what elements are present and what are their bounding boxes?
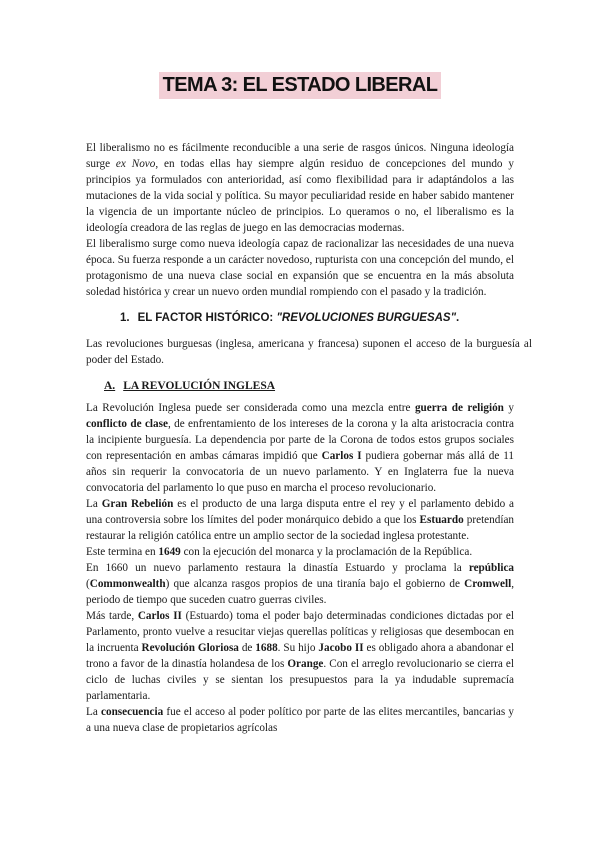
text-run: ( <box>86 578 90 590</box>
text-run: de <box>238 642 256 654</box>
section-a-paragraph-6 <box>86 704 514 736</box>
section-a-letter: A. <box>104 380 116 392</box>
bold-term: Commonwealth <box>89 578 166 590</box>
text-run: (Estuardo) toma el poder bajo determinadas condiciones dictadas por el Parlamento, pronto vuelve a resucitar viejas querellas políticas y religiosas que desembocan en la incruenta <box>86 610 514 654</box>
section-1-text: Las revoluciones burguesas (inglesa, americana y francesa) suponen el acceso de la burguesía al poder del Estado. <box>86 338 532 366</box>
section-1-label: EL FACTOR HISTÓRICO: <box>137 312 277 324</box>
italic-term: ex Novo <box>115 158 156 170</box>
section-1-label-end: . <box>456 312 460 324</box>
text-run: es el producto de una larga disputa entre el rey y el parlamento debido a una controversia sobre los límites del poder monárquico debido a que los <box>86 498 515 526</box>
bold-term: Gran Rebelión <box>101 498 174 510</box>
text-run: . Su hijo <box>277 642 319 654</box>
text-run: La <box>86 498 102 510</box>
section-a-paragraphs <box>86 400 514 736</box>
section-a-paragraph-5 <box>86 608 514 704</box>
section-a-paragraph-4 <box>86 560 514 608</box>
title-wrap <box>0 72 600 99</box>
text-run: Este termina en <box>86 546 159 558</box>
bold-term: guerra de religión <box>414 402 504 414</box>
bold-term: Carlos I <box>321 450 362 462</box>
section-a-paragraph-3 <box>86 544 514 560</box>
bold-term: consecuencia <box>101 706 164 718</box>
text-run: fue el acceso al poder político por parte de las elites mercantiles, bancarias y a una nueva clase de propietarios agrícolas <box>86 706 514 734</box>
text-run: pretendían restaurar la religión católica entre un amplio sector de la sociedad inglesa protestante. <box>86 514 514 542</box>
section-a-heading <box>104 378 514 394</box>
text-run: pudiera gobernar más allá de 11 años sin requerir la convocatoria de un nuevo parlamento. Y en Inglaterra fue la nueva convocatoria del parlamento lo que puso en marcha el proceso revolucionario. <box>86 450 514 494</box>
bold-term: conflicto de clase <box>86 418 168 430</box>
text-run: Más tarde, <box>86 610 138 622</box>
bold-term: Jacobo II <box>318 642 364 654</box>
section-a-paragraph-2 <box>86 496 514 544</box>
text-run: , periodo de tiempo que suceden cuatro guerras civiles. <box>86 578 514 606</box>
text-run: . Con el arreglo revolucionario se cierra el ciclo de luchas civiles y se sientan los presupuestos para la ya indudable supremacía parlamentaria. <box>86 658 514 702</box>
text-run: La <box>86 706 102 718</box>
bold-term: Orange <box>287 658 324 670</box>
text-run: y <box>503 402 515 414</box>
text-run: , en todas ellas hay siempre algún residuo de concepciones del mundo y principios ya formulados con anterioridad, así como flexibilidad para ir adaptándolos a las mutaciones de la vida social y política. Su mayor peculiaridad reside en haber sabido mantener la vigencia de un importante núcleo de principios. Lo queramos o no, el liberalismo es la ideología creadora de las reglas de juego en las democracias modernas. <box>86 158 514 234</box>
text-run: La Revolución Inglesa puede ser considerada como una mezcla entre <box>86 402 415 414</box>
text-run: es obligado ahora a abandonar el trono a favor de la dinastía holandesa de los <box>86 642 514 670</box>
bold-term: república <box>468 562 514 574</box>
bold-term: 1649 <box>158 546 181 558</box>
bold-term: Revolución Gloriosa <box>141 642 239 654</box>
text-run: con la ejecución del monarca y la proclamación de la República. <box>180 546 473 558</box>
document-body <box>86 122 532 736</box>
text-run: , de enfrentamiento de los intereses de la corona y la alta aristocracia contra la incipiente burguesía. La dependencia por parte de la Corona de todos estos grupos sociales con representación en ambas cámaras impidió que <box>86 418 515 462</box>
section-a-paragraph-1 <box>86 400 514 496</box>
bold-term: Estuardo <box>419 514 464 526</box>
section-1-number: 1. <box>120 312 130 324</box>
bold-term: Cromwell <box>464 578 512 590</box>
bold-term: Carlos II <box>137 610 182 622</box>
text-run: En 1660 un nuevo parlamento restaura la dinastía Estuardo y proclama la <box>86 562 469 574</box>
bold-term: 1688 <box>255 642 278 654</box>
intro-paragraph-2: El liberalismo surge como nueva ideología capaz de racionalizar las necesidades de una nueva época. Su fuerza responde a un carácter novedoso, rupturista con una concepción del mundo, el protagonismo de una nueva clase social en expansión que se encuentra en la más absoluta soledad histórica y crear un nuevo orden mundial rompiendo con el pasado y la tradición. <box>86 238 514 298</box>
section-1-heading <box>120 310 514 326</box>
section-a-label: LA REVOLUCIÓN INGLESA <box>123 380 276 392</box>
intro-paragraph-1 <box>86 140 514 236</box>
section-1-label-em: "REVOLUCIONES BURGUESAS" <box>276 312 457 324</box>
page-title: TEMA 3: EL ESTADO LIBERAL <box>159 72 442 99</box>
text-run: El liberalismo no es fácilmente reconducible a una serie de rasgos únicos. Ninguna ideología surge <box>86 142 514 170</box>
text-run: ) que alcanza rasgos propios de una tiranía bajo el gobierno de <box>165 578 465 590</box>
